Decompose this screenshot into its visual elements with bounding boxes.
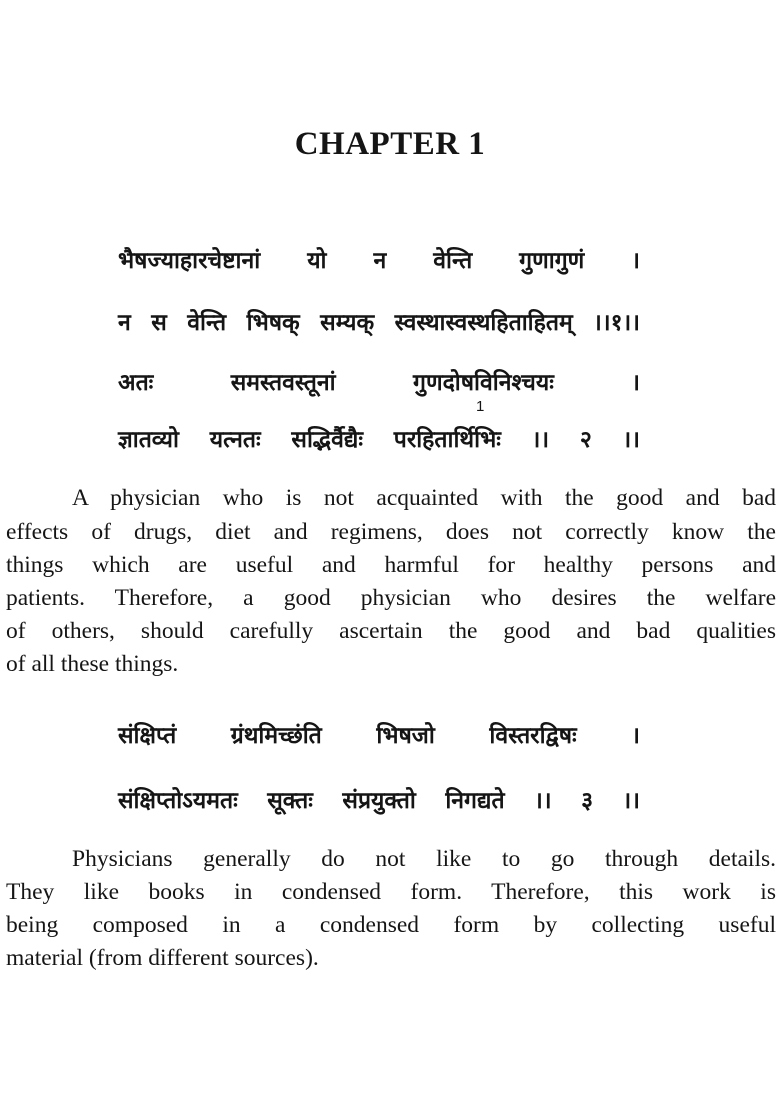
paragraph-1-line: of others, should carefully ascertain the good and bad qualities bbox=[6, 618, 776, 644]
paragraph-2-line: They like books in condensed form. Therefore, this work is bbox=[6, 879, 776, 905]
verse-2-line-2: संक्षिप्तोऽयमतः सूक्तः संप्रयुक्तो निगद्यते ।। ३ ।। bbox=[118, 788, 640, 814]
paragraph-2-line: Physicians generally do not like to go through details. bbox=[72, 846, 776, 872]
footnote-marker: 1 bbox=[476, 398, 485, 415]
verse-1-line-2: न स वेन्ति भिषक् सम्यक् स्वस्थास्वस्थहिताहितम् ।।१।। bbox=[118, 310, 640, 336]
paragraph-1-line: things which are useful and harmful for healthy persons and bbox=[6, 552, 776, 578]
paragraph-1-line: of all these things. bbox=[6, 651, 179, 677]
verse-1-line-3: अतः समस्तवस्तूनां गुणदोषविनिश्चयः । bbox=[118, 370, 640, 396]
paragraph-2-line: being composed in a condensed form by collecting useful bbox=[6, 912, 776, 938]
verse-1-line-4: ज्ञातव्यो यत्नतः सद्भिर्वैद्यैः परहितार्थिभिः ।। २ ।। bbox=[118, 427, 640, 453]
paragraph-1-line: patients. Therefore, a good physician who desires the welfare bbox=[6, 585, 776, 611]
paragraph-2-line: material (from different sources). bbox=[6, 945, 319, 971]
paragraph-1-line: A physician who is not acquainted with the good and bad bbox=[72, 485, 776, 511]
paragraph-1-line: effects of drugs, diet and regimens, does not correctly know the bbox=[6, 519, 776, 545]
verse-1-line-1: भैषज्याहारचेष्टानां यो न वेन्ति गुणागुणं । bbox=[118, 248, 640, 274]
verse-2-line-1: संक्षिप्तं ग्रंथमिच्छंति भिषजो विस्तरद्विषः । bbox=[118, 723, 640, 749]
chapter-title: CHAPTER 1 bbox=[294, 126, 486, 162]
